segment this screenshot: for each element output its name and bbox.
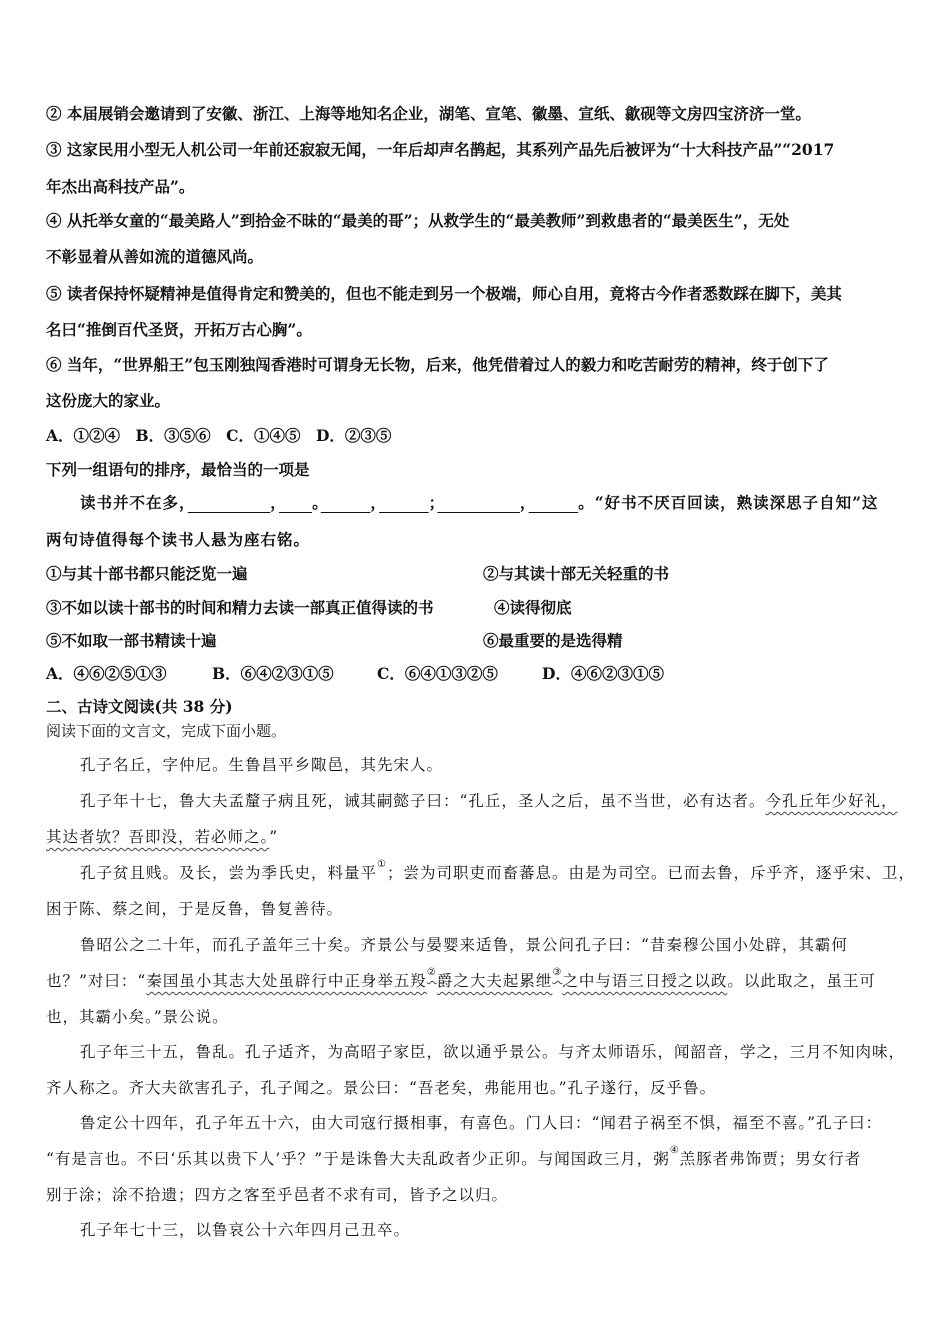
passage-p2-line1 [80,789,897,811]
order-item-1: ①与其十部书都只能泛览一遍 [46,564,248,583]
passage-p1: 孔子名丘，字仲尼。生鲁昌平乡陬邑，其先宋人。 [80,756,444,774]
section-instruction: 阅读下面的文言文，完成下面小题。 [46,722,287,740]
p4-wavy-3: 之中与语三日授之以政 [562,972,728,990]
p4-wavy-1: 秦国虽小其志大处虽辟行中正身举五羖 [146,972,427,990]
p2-plain: 孔子年十七，鲁大夫孟釐子病且死，诫其嗣懿子曰：“孔丘，圣人之后，虽不当世，必有达者。 [80,792,766,810]
section-title: 二、古诗文阅读(共 38 分) [46,697,233,716]
p3-part1: 孔子贫且贱。及长，尝为季氏史，料量平 [80,864,378,882]
footnote-1: ① [377,859,387,870]
order-item-2: ②与其读十部无关轻重的书 [483,564,670,583]
p6-part1: “有是言也。不曰‘乐其以贵下人’乎？”于是诛鲁大夫乱政者少正卯。与闻国政三月，粥 [46,1150,670,1168]
line1-start: 读书并不在多， [80,493,188,512]
order-question-line1: 读书并不在多， ， 。 ， ； ， 。“好书不厌百回读，熟读深思子自知”这 [80,493,879,512]
p2-close-quote: ” [269,828,279,846]
blank-5 [437,493,520,512]
passage-p6-line1: 鲁定公十四年，孔子年五十六，由大司寇行摄相事，有喜色。门人曰：“闻君子祸至不惧，福至不喜。”孔子曰： [80,1114,883,1132]
passage-p4-line3: 也，其霸小矣。”景公说。 [46,1008,229,1026]
footnote-4: ④ [669,1145,680,1156]
passage-p5-line2: 齐人称之。齐大夫欲害孔子，孔子闻之。景公曰：“吾老矣，弗能用也。”孔子遂行，反乎鲁。 [46,1079,717,1097]
statement-6-cont: 这份庞大的家业。 [46,391,171,410]
order-option-d: D．④⑥②③①⑤ [542,664,664,683]
statement-4-cont: 不彰显着从善如流的道德风尚。 [46,247,264,266]
statement-5: ⑤ 读者保持怀疑精神是值得肯定和赞美的，但也不能走到另一个极端，师心自用，竟将古今作者悉数踩在脚下，美其 [46,284,842,303]
statement-3: ③ 这家民用小型无人机公司一年前还寂寂无闻，一年后却声名鹊起，其系列产品先后被评为“十大科技产品”“2017 [46,140,835,159]
statement-3-cont: 年杰出高科技产品”。 [46,177,195,196]
blank-3 [321,493,371,512]
passage-p4-line1: 鲁昭公之二十年，而孔子盖年三十矣。齐景公与晏婴来适鲁，景公问孔子曰：“昔秦穆公国小处辟，其霸何 [80,936,848,954]
blank-4 [379,493,429,512]
p2-wavy-end: 其达者欤？吾即没，若必师之。 [46,828,270,846]
statement-6: ⑥ 当年，“世界船王”包玉刚独闯香港时可谓身无长物，后来，他凭借着过人的毅力和吃苦耐劳的精神，终于创下了 [46,355,829,374]
order-option-a: A．④⑥②⑤①③ [46,664,167,683]
order-question-stem: 下列一组语句的排序，最恰当的一项是 [46,460,310,479]
footnote-3: ③ [552,967,563,978]
passage-p3-line2: 困于陈、蔡之间，于是反鲁，鲁复善待。 [46,900,344,918]
passage-p6-line3: 别于涂；涂不拾遗；四方之客至乎邑者不求有司，皆予之以归。 [46,1186,509,1204]
statement-2: ② 本届展销会邀请到了安徽、浙江、上海等地知名企业，湖笔、宣笔、徽墨、宣纸、歙砚等文房四宝济济一堂。 [46,104,811,123]
blank-2 [279,493,312,512]
line1-end: 。“好书不厌百回读，熟读深思子自知”这 [578,493,879,512]
blank-6 [529,493,579,512]
answer-options-1: A．①②④ B．③⑤⑥ C．①④⑤ D．②③⑤ [46,426,392,445]
p4-close: 。以此取之，虽王可 [727,972,876,990]
passage-p2-line2 [46,825,278,847]
order-option-c: C．⑥④①③②⑤ [377,664,498,683]
statement-4: ④ 从托举女童的“最美路人”到拾金不昧的“最美的哥”；从救学生的“最美教师”到救患者的“最美医生”，无处 [46,211,790,230]
p6-part2: 羔豚者弗饰贾；男女行者 [679,1150,862,1168]
order-question-line2: 两句诗值得每个读书人悬为座右铭。 [46,530,311,549]
order-item-4: ④读得彻底 [494,598,572,617]
p2-wavy-start: 今孔丘年少好礼， [765,792,898,810]
passage-p7: 孔子年七十三，以鲁哀公十六年四月己丑卒。 [80,1221,411,1239]
p4-wavy-2: 爵之大夫起累绁 [436,972,553,990]
order-item-5: ⑤不如取一部书精读十遍 [46,631,217,650]
passage-p6-line2 [46,1147,861,1169]
passage-p4-line2 [46,969,876,991]
blank-1 [188,493,271,512]
passage-p5-line1: 孔子年三十五，鲁乱。孔子适齐，为高昭子家臣，欲以通乎景公。与齐太师语乐，闻韶音，学之，三月不知肉味， [80,1043,906,1061]
passage-p3-line1 [80,861,915,883]
p3-part2: ；尝为司职吏而畜蕃息。由是为司空。已而去鲁，斥乎齐，逐乎宋、卫， [386,864,915,882]
order-item-6: ⑥最重要的是选得精 [483,631,623,650]
order-option-b: B．⑥④②③①⑤ [212,664,334,683]
footnote-2: ② [426,967,437,978]
order-item-3: ③不如以读十部书的时间和精力去读一部真正值得读的书 [46,598,434,617]
p4-open: 也？”对曰：“ [46,972,147,990]
statement-5-cont: 名曰“推倒百代圣贤，开拓万古心胸”。 [46,320,312,339]
